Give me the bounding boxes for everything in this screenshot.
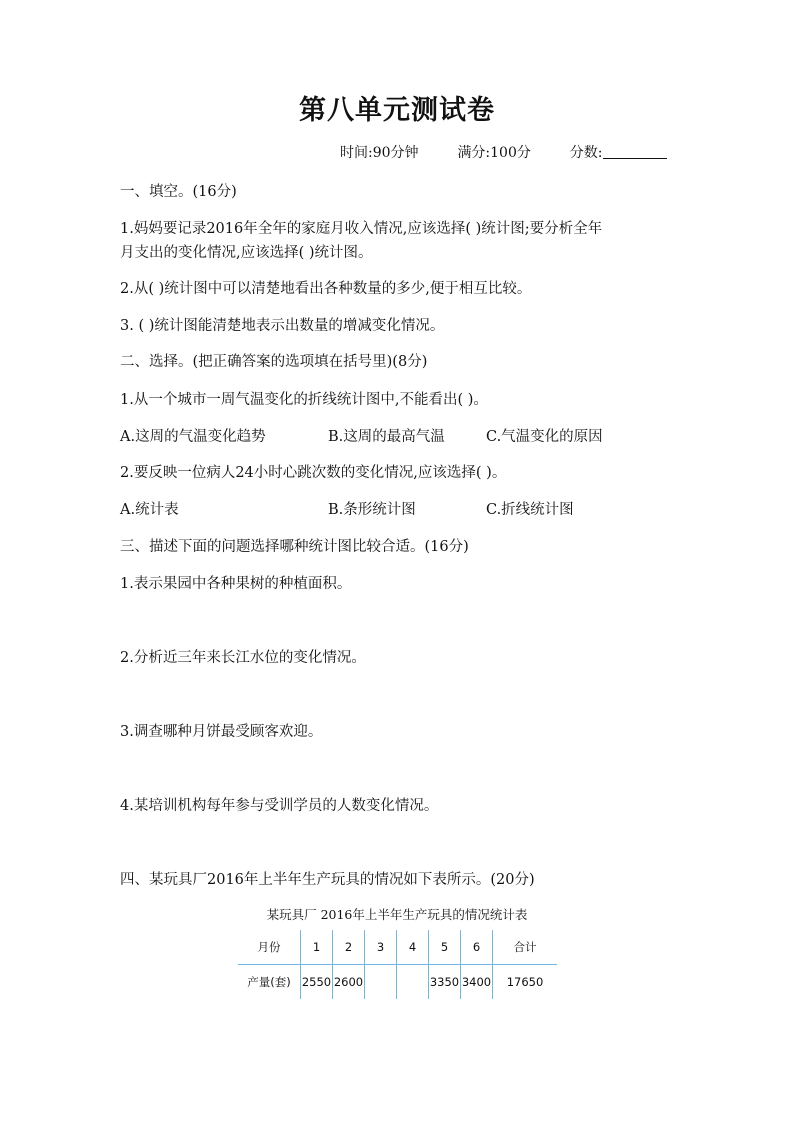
section-2-heading: 二、选择。(把正确答案的选项填在括号里)(8分) bbox=[120, 354, 428, 370]
s2-q2-option-b: B.条形统计图 bbox=[328, 502, 416, 518]
score-label: 分数: bbox=[569, 145, 603, 161]
s3-q3: 3.调查哪种月饼最受顾客欢迎。 bbox=[120, 724, 323, 740]
s3-q1: 1.表示果园中各种果树的种植面积。 bbox=[120, 576, 352, 592]
full-score: 满分:100分 bbox=[457, 145, 531, 161]
header-cell-total: 合计 bbox=[493, 930, 558, 965]
header-cell-2: 2 bbox=[333, 930, 365, 965]
cell-month-5: 3350 bbox=[429, 965, 461, 1000]
header-cell-6: 6 bbox=[461, 930, 493, 965]
s2-q2-option-a: A.统计表 bbox=[120, 502, 179, 518]
table-caption: 某玩具厂 2016年上半年生产玩具的情况统计表 bbox=[266, 907, 528, 922]
section-4-heading: 四、某玩具厂2016年上半年生产玩具的情况如下表所示。(20分) bbox=[120, 872, 535, 888]
s1-q1-line1: 1.妈妈要记录2016年全年的家庭月收入情况,应该选择( )统计图;要分析全年 bbox=[120, 221, 603, 237]
cell-month-4 bbox=[397, 965, 429, 1000]
s2-q2-option-c: C.折线统计图 bbox=[486, 502, 574, 518]
s1-q1-line2: 月支出的变化情况,应该选择( )统计图。 bbox=[120, 245, 373, 261]
cell-month-2: 2600 bbox=[333, 965, 365, 1000]
s2-q1-option-a: A.这周的气温变化趋势 bbox=[120, 429, 266, 445]
header-cell-month: 月份 bbox=[238, 930, 301, 965]
cell-total: 17650 bbox=[493, 965, 558, 1000]
score-blank bbox=[603, 144, 667, 159]
table-header-row bbox=[238, 930, 557, 965]
header-cell-3: 3 bbox=[365, 930, 397, 965]
cell-month-6: 3400 bbox=[461, 965, 493, 1000]
section-1-heading: 一、填空。(16分) bbox=[120, 184, 237, 200]
table-data-row bbox=[238, 965, 557, 1000]
s2-q2: 2.要反映一位病人24小时心跳次数的变化情况,应该选择( )。 bbox=[120, 465, 507, 481]
s1-q3: 3. ( )统计图能清楚地表示出数量的增减变化情况。 bbox=[120, 318, 445, 334]
exam-meta bbox=[340, 142, 667, 162]
cell-month-3 bbox=[365, 965, 397, 1000]
s1-q2: 2.从( )统计图中可以清楚地看出各种数量的多少,便于相互比较。 bbox=[120, 281, 532, 297]
header-cell-5: 5 bbox=[429, 930, 461, 965]
header-cell-1: 1 bbox=[301, 930, 333, 965]
s2-q1-option-c: C.气温变化的原因 bbox=[486, 429, 603, 445]
s3-q4: 4.某培训机构每年参与受训学员的人数变化情况。 bbox=[120, 798, 439, 814]
s2-q1-option-b: B.这周的最高气温 bbox=[328, 429, 445, 445]
cell-month-1: 2550 bbox=[301, 965, 333, 1000]
header-cell-4: 4 bbox=[397, 930, 429, 965]
s3-q2: 2.分析近三年来长江水位的变化情况。 bbox=[120, 650, 366, 666]
page-title: 第八单元测试卷 bbox=[299, 95, 495, 126]
s2-q1: 1.从一个城市一周气温变化的折线统计图中,不能看出( )。 bbox=[120, 392, 488, 408]
row-label-output: 产量(套) bbox=[247, 975, 291, 989]
section-3-heading: 三、描述下面的问题选择哪种统计图比较合适。(16分) bbox=[120, 539, 469, 555]
time-limit: 时间:90分钟 bbox=[340, 145, 419, 161]
production-table bbox=[238, 930, 557, 999]
